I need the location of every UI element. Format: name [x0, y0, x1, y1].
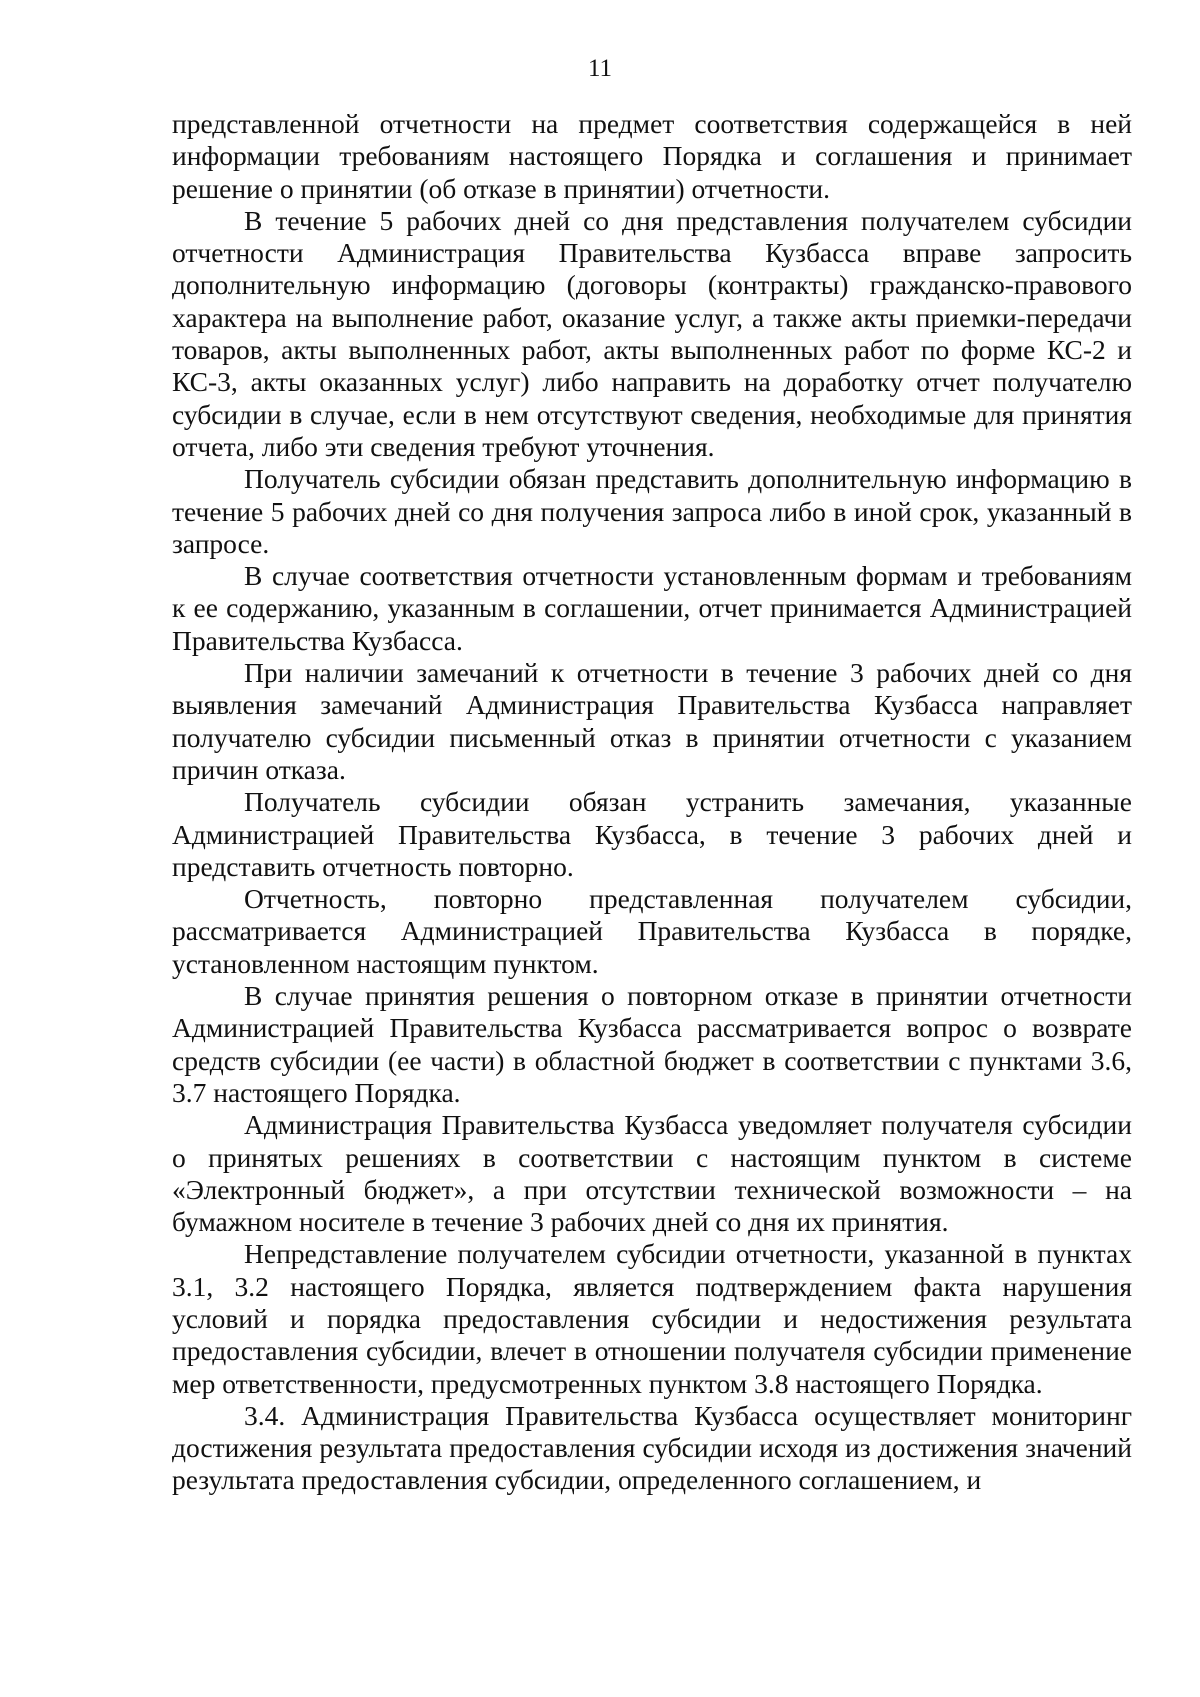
document-body — [172, 108, 1132, 1497]
paragraph: Получатель субсидии обязан устранить замечания, указанные Администрацией Правительства Кузбасса, в течение 3 рабочих дней и представить отчетность повторно. — [172, 786, 1132, 882]
paragraph: В течение 5 рабочих дней со дня представления получателем субсидии отчетности Администрация Правительства Кузбасса вправе запросить дополнительную информацию (договоры (контракты) гражданско-правового характера на выполнение работ, оказание услуг, а также акты приемки-передачи товаров, акты выполненных работ, акты выполненных работ по форме КС-2 и КС-3, акты оказанных услуг) либо направить на доработку отчет получателю субсидии в случае, если в нем отсутствуют сведения, необходимые для принятия отчета, либо эти сведения требуют уточнения. — [172, 204, 1132, 462]
paragraph: При наличии замечаний к отчетности в течение 3 рабочих дней со дня выявления замечаний Администрация Правительства Кузбасса направляет получателю субсидии письменный отказ в принятии отчетности с указанием причин отказа. — [172, 657, 1132, 785]
paragraph: Непредставление получателем субсидии отчетности, указанной в пунктах 3.1, 3.2 настоящего Порядка, является подтверждением факта нарушения условий и порядка предоставления субсидии и недостижения результата предоставления субсидии, влечет в отношении получателя субсидии применение мер ответственности, предусмотренных пунктом 3.8 настоящего Порядка. — [172, 1238, 1132, 1399]
paragraph-continuation: представленной отчетности на предмет соответствия содержащейся в ней информации требованиям настоящего Порядка и соглашения и принимает решение о принятии (об отказе в принятии) отчетности. — [172, 108, 1132, 204]
paragraph: В случае соответствия отчетности установленным формам и требованиям к ее содержанию, указанным в соглашении, отчет принимается Администрацией Правительства Кузбасса. — [172, 560, 1132, 656]
paragraph-section-3-4: 3.4. Администрация Правительства Кузбасса осуществляет мониторинг достижения результата предоставления субсидии исходя из достижения значений результата предоставления субсидии, определенного соглашением, и — [172, 1399, 1132, 1496]
paragraph: В случае принятия решения о повторном отказе в принятии отчетности Администрацией Правительства Кузбасса рассматривается вопрос о возврате средств субсидии (ее части) в областной бюджет в соответствии с пунктами 3.6, 3.7 настоящего Порядка. — [172, 980, 1132, 1108]
paragraph: Отчетность, повторно представленная получателем субсидии, рассматривается Администрацией Правительства Кузбасса в порядке, установленном настоящим пунктом. — [172, 883, 1132, 979]
page-number: 11 — [587, 55, 613, 82]
paragraph: Получатель субсидии обязан представить дополнительную информацию в течение 5 рабочих дней со дня получения запроса либо в иной срок, указанный в запросе. — [172, 463, 1132, 559]
paragraph: Администрация Правительства Кузбасса уведомляет получателя субсидии о принятых решениях в соответствии с настоящим пунктом в системе «Электронный бюджет», а при отсутствии технической возможности – на бумажном носителе в течение 3 рабочих дней со дня их принятия. — [172, 1109, 1132, 1238]
